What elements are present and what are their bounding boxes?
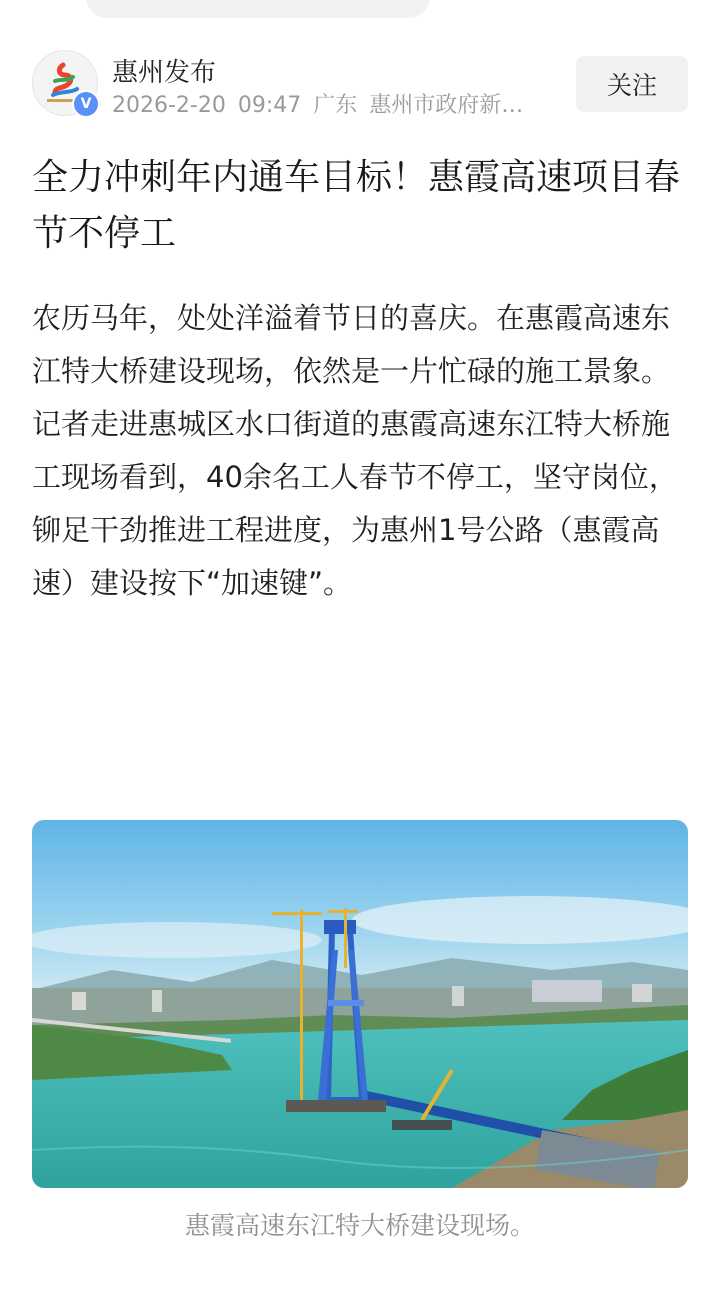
article-body: 农历马年，处处洋溢着节日的喜庆。在惠霞高速东江特大桥建设现场，依然是一片忙碌的施工景象。记者走进惠城区水口街道的惠霞高速东江特大桥施工现场看到，40余名工人春节不停工，坚守岗位，铆足干劲推进工程进度，为惠州1号公路（惠霞高速）建设按下“加速键”。 [32, 301, 678, 600]
post-region: 广东 [313, 93, 358, 118]
photo-caption: 惠霞高速东江特大桥建设现场。 [184, 1211, 535, 1240]
author-name[interactable]: 惠州发布 [112, 58, 217, 88]
post-time: 09:47 [237, 93, 302, 118]
post-date: 2026-2-20 [112, 93, 226, 118]
author-header [32, 50, 688, 116]
article-title: 全力冲刺年内通车目标！惠霞高速项目春节不停工 [32, 157, 681, 254]
follow-button[interactable]: 关注 [576, 56, 688, 112]
bridge-construction-image [32, 820, 688, 1188]
post-meta [112, 88, 562, 119]
post-source: 惠州市政府新… [369, 93, 524, 118]
article-photo[interactable] [32, 820, 688, 1188]
search-bar-remnant[interactable] [86, 0, 430, 18]
verified-v-icon: V [72, 90, 100, 118]
